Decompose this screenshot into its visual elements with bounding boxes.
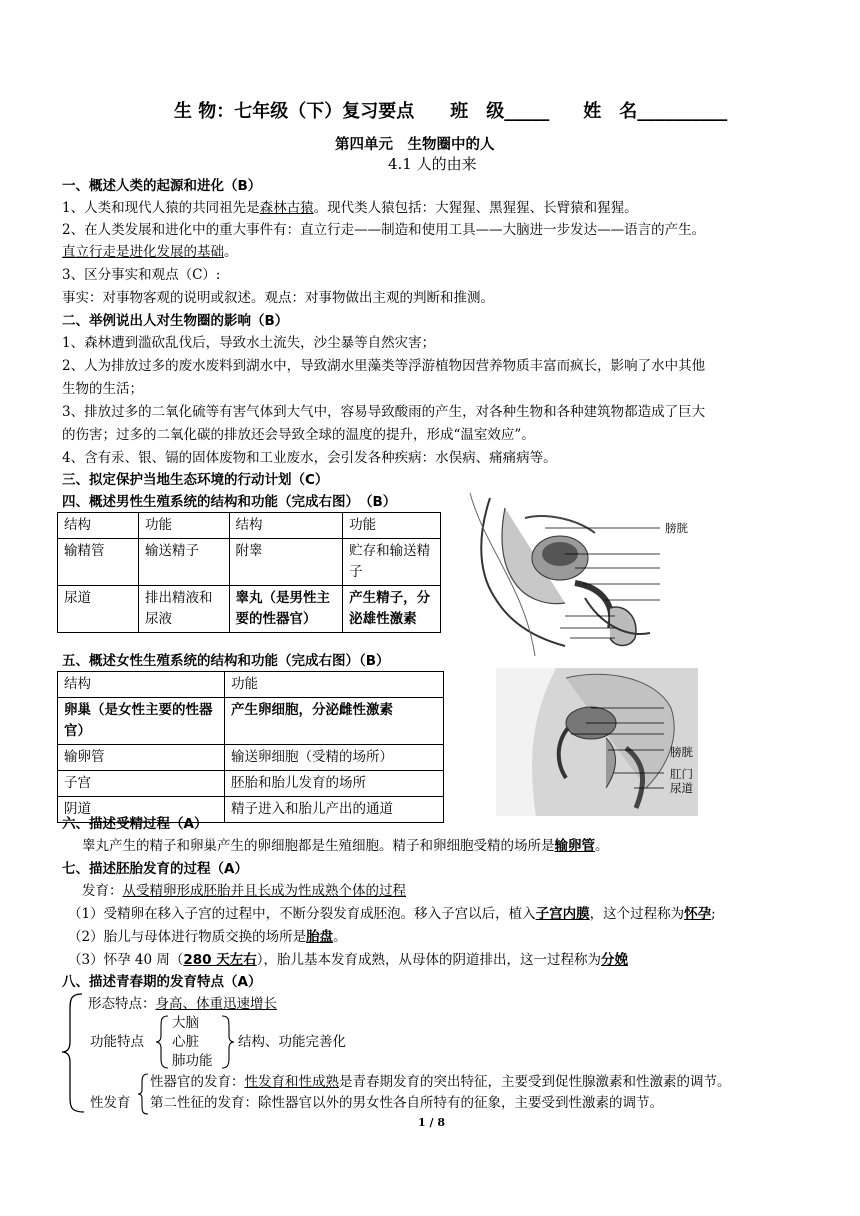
- s5-heading: 五、概述女性生殖系统的结构和功能（完成右图）（B）: [62, 653, 390, 669]
- s2-line3b: 的伤害；过多的二氧化碳的排放还会导致全球的温度的提升，形成“温室效应”。: [62, 427, 535, 443]
- s1-para1: 1、人类和现代人猿的共同祖先是森林古猿。现代类人猿包括：大猩猩、黑猩猩、长臂猿和猩猩。: [62, 200, 638, 216]
- class-label: 班 级: [450, 101, 505, 122]
- sex-label: 性发育: [90, 1095, 131, 1111]
- section-title: 4.1 人的由来: [388, 155, 477, 173]
- label-anus: 肛门: [670, 767, 693, 781]
- sex-brace: [136, 1072, 150, 1116]
- s2-line2b: 生物的生活；: [62, 381, 143, 397]
- s3-heading: 三、拟定保护当地生态环境的行动计划（C）: [62, 472, 329, 488]
- table-row: 卵巢（是女性主要的性器官） 产生卵细胞，分泌雌性激素: [58, 698, 444, 745]
- s2-line4: 4、含有汞、银、镉的固体废物和工业废水，会引发各种疾病：水俣病、痛痛病等。: [62, 450, 557, 466]
- s6-heading: 六、描述受精过程（A）: [62, 816, 208, 832]
- s8-heading: 八、描述青春期的发育特点（A）: [62, 974, 262, 990]
- label-bladder: 膀胱: [670, 745, 693, 759]
- s2-heading: 二、举例说出人对生物圈的影响（B）: [62, 313, 289, 329]
- label-bladder: 膀胱: [665, 521, 688, 535]
- male-reproductive-diagram: [465, 488, 710, 656]
- name-blank: __________: [637, 101, 728, 122]
- table-row: 输精管 输送精子 附睾 贮存和输送精子: [58, 539, 441, 586]
- page-number: 1 / 8: [418, 1116, 445, 1129]
- func-item-heart: 心脏: [172, 1034, 199, 1050]
- table-row: 阴道 精子进入和胎儿产出的通道: [58, 797, 444, 823]
- name-label: 姓 名: [583, 101, 638, 122]
- male-system-table: [57, 512, 441, 633]
- s2-line1: 1、森林遭到滥砍乱伐后，导致水土流失，沙尘暴等自然灾害；: [62, 335, 436, 351]
- ancestor-term: 森林古猿: [259, 200, 314, 216]
- unit-title: 第四单元 生物圈中的人: [335, 137, 495, 153]
- page-title: [174, 97, 727, 123]
- s6-para: 睾丸产生的精子和卵巢产生的卵细胞都是生殖细胞。精子和卵细胞受精的场所是输卵管。: [82, 838, 609, 854]
- sex-line2: 第二性征的发育：除性器官以外的男女性各自所特有的征象，主要受到性激素的调节。: [150, 1095, 663, 1111]
- s1-para2b: 直立行走是进化发展的基础。: [62, 244, 238, 260]
- func-left-brace: [154, 1014, 170, 1070]
- table-row: 结构 功能: [58, 672, 444, 698]
- table-row: 尿道 排出精液和尿液 睾丸（是男性主要的性器官） 产生精子，分泌雄性激素: [58, 586, 441, 633]
- s2-line3: 3、排放过多的二氧化硫等有害气体到大气中，容易导致酸雨的产生，对各种生物和各种建筑物都造成了巨大: [62, 404, 706, 420]
- class-blank: _____: [504, 101, 550, 122]
- sex-line1: 性器官的发育：性发育和性成熟是青春期发育的突出特征，主要受到促性腺激素和性激素的调节。: [150, 1074, 731, 1090]
- s1-heading: 一、概述人类的起源和进化（B）: [62, 178, 262, 194]
- document-title: 生 物：七年级（下）复习要点: [174, 101, 415, 122]
- s7-item2: （2）胎儿与母体进行物质交换的场所是胎盘。: [68, 929, 347, 945]
- table-row: 输卵管 输送卵细胞（受精的场所）: [58, 745, 444, 771]
- outer-brace: [58, 990, 88, 1115]
- s7-item3: （3）怀孕 40 周（280 天左右），胎儿基本发育成熟，从母体的阴道排出，这一过程称为分娩: [68, 952, 628, 968]
- s4-heading: 四、概述男性生殖系统的结构和功能（完成右图） （B）: [62, 494, 397, 510]
- s2-line2: 2、人为排放过多的废水废料到湖水中，导致湖水里藻类等浮游植物因营养物质丰富而疯长，影响了水中其他: [62, 358, 706, 374]
- label-urethra: 尿道: [670, 781, 693, 795]
- s1-para2: 2、在人类发展和进化中的重大事件有：直立行走——制造和使用工具——大脑进一步发达——语言的产生。: [62, 222, 706, 238]
- s7-heading: 七、描述胚胎发育的过程（A）: [62, 861, 248, 877]
- female-reproductive-diagram: [496, 668, 698, 816]
- fertilization-site: 输卵管: [554, 838, 595, 854]
- func-result: 结构、功能完善化: [238, 1034, 346, 1050]
- table-row: 结构 功能 结构 功能: [58, 513, 441, 539]
- s7-item1: （1）受精卵在移入子宫的过程中，不断分裂发育成胚泡。移入子宫以后，植入子宫内膜，这个过程称为怀孕;: [68, 906, 716, 922]
- func-label: 功能特点: [90, 1034, 144, 1050]
- s1-para4: 事实：对事物客观的说明或叙述。观点：对事物做出主观的判断和推测。: [62, 290, 494, 306]
- func-right-brace: [220, 1014, 236, 1070]
- func-item-lung: 肺功能: [172, 1053, 213, 1069]
- func-item-brain: 大脑: [172, 1015, 199, 1031]
- s7-dev: 发育：从受精卵形成胚胎并且长成为性成熟个体的过程: [82, 883, 406, 899]
- female-system-table: [57, 671, 444, 823]
- table-row: 子宫 胚胎和胎儿发育的场所: [58, 771, 444, 797]
- s1-para3: 3、区分事实和观点（C）:: [62, 267, 221, 283]
- s8-form: 形态特点：身高、体重迅速增长: [88, 996, 277, 1012]
